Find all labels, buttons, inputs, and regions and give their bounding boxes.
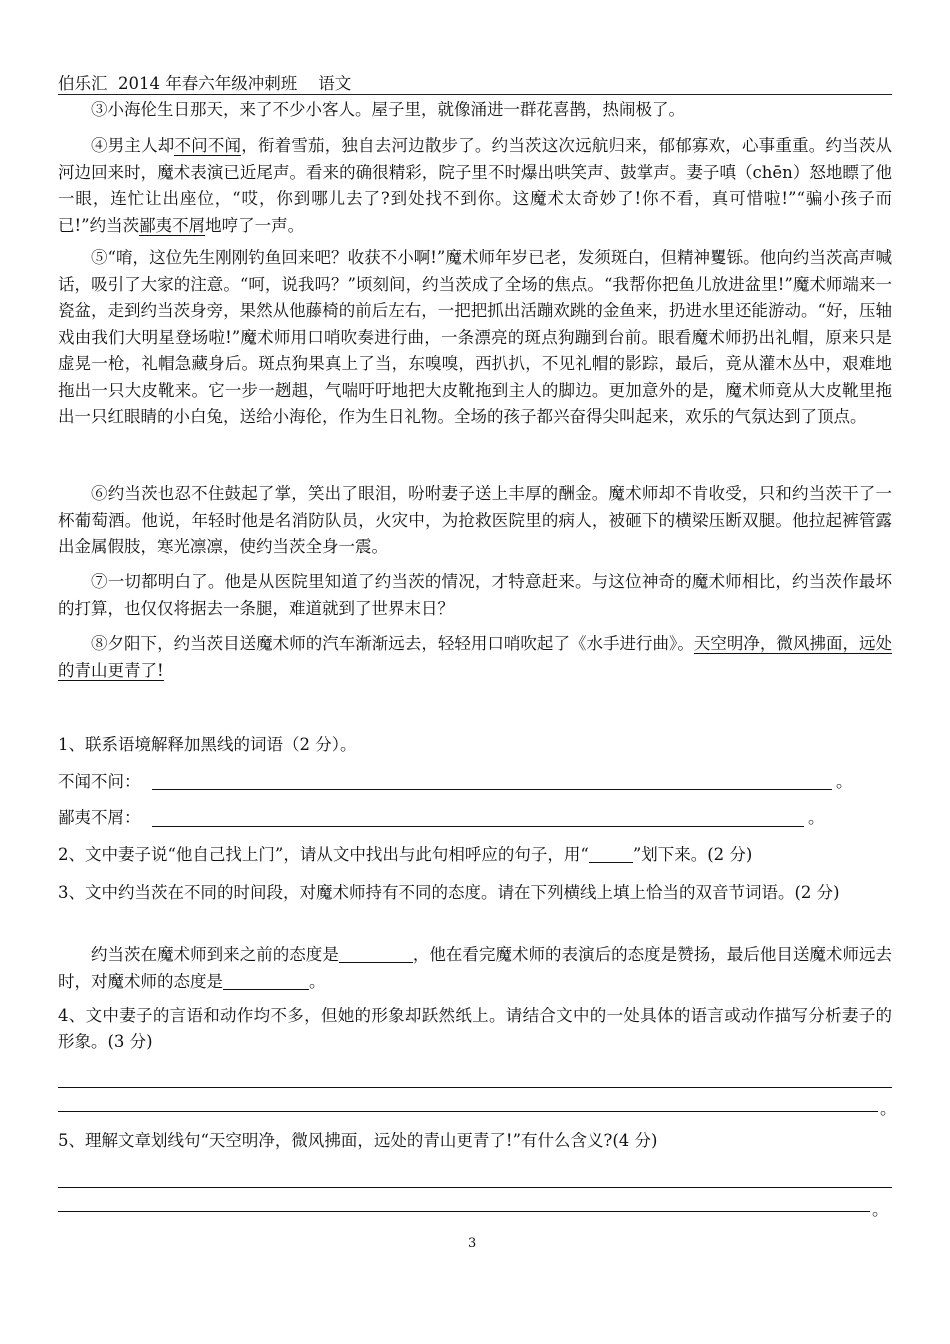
page-header: 伯乐汇 2014 年春六年级冲刺班 语文 [58,74,352,93]
answer-blank-attitude-before[interactable] [339,946,413,964]
period-1b: 。 [808,808,825,827]
answer-line-1b[interactable] [152,826,804,827]
answer-line-4b[interactable] [58,1111,878,1112]
passage-paragraph-4: ④男主人却不问不闻，衔着雪茄，独自去河边散步了。约当茨这次远航归来，郁郁寡欢，心事重重。约当茨从河边回来时，魔术表演已近尾声。看来的确很精彩，院子里不时爆出哄笑声、鼓掌声。妻子嗔（chēn）怒地瞟了他一眼，连忙让出座位，“哎，你到哪儿去了?到处找不到你。这魔术太奇妙了!你不看，真可惜啦!”“骗小孩子而已!”约当茨鄙夷不屑地哼了一声。 [58,136,893,235]
question-5: 5、理解文章划线句“天空明净，微风拂面，远处的青山更青了!”有什么含义?(4 分) [58,1131,658,1150]
passage-paragraph-6: ⑥约当茨也忍不住鼓起了掌，笑出了眼泪，吩咐妻子送上丰厚的酬金。魔术师却不肯收受，只和约当茨干了一杯葡萄酒。他说，年轻时他是名消防队员，火灾中，为抢救医院里的病人，被砸下的横梁压断双腿。他拉起裤管露出金属假肢，寒光凛凛，使约当茨全身一震。 [58,484,892,556]
answer-line-4a[interactable] [58,1087,892,1088]
question-2: 2、文中妻子说“他自己找上门”，请从文中找出与此句相呼应的句子，用“ ”划下来。(2 分) [58,845,753,864]
question-4: 4、文中妻子的言语和动作均不多，但她的形象却跃然纸上。请结合文中的一处具体的语言或动作描写分析妻子的形象。(3 分) [58,1006,892,1051]
passage-paragraph-8: ⑧夕阳下，约当茨目送魔术师的汽车渐渐远去，轻轻用口哨吹起了《水手进行曲》。天空明净，微风拂面，远处的青山更青了! [58,634,892,680]
answer-blank-attitude-after[interactable] [223,973,309,991]
answer-line-5a[interactable] [58,1187,892,1188]
answer-line-5b[interactable] [58,1211,870,1212]
period-1a: 。 [836,772,853,791]
underlined-sentence: 天空明净，微风拂面，远处的青山更青了! [58,634,892,680]
passage-paragraph-3: ③小海伦生日那天，来了不少小客人。屋子里，就像涌进一群花喜鹊，热闹极了。 [91,100,685,119]
passage-paragraph-5: ⑤“唷，这位先生刚刚钓鱼回来吧？收获不小啊!”魔术师年岁已老，发须斑白，但精神矍铄。他向约当茨高声喊话，吸引了大家的注意。“呵，说我吗？”顷刻间，约当茨成了全场的焦点。“我帮你把鱼儿放进盆里!”魔术师端来一瓷盆，走到约当茨身旁，果然从他藤椅的前后左右，一把把抓出活蹦欢跳的金鱼来，扔进水里还能游动。“好，压轴戏由我们大明星登场啦!”魔术师用口哨吹奏进行曲，一条漂亮的斑点狗蹦到台前。眼看魔术师扔出礼帽，原来只是虚晃一枪，礼帽急藏身后。斑点狗果真上了当，东嗅嗅，西扒扒，不见礼帽的影踪，最后，竟从灌木丛中，艰难地拖出一只大皮靴来。它一步一趔趄，气喘吁吁地把大皮靴拖到主人的脚边。更加意外的是，魔术师竟从大皮靴里拖出一只红眼睛的小白兔，送给小海伦，作为生日礼物。全场的孩子都兴奋得尖叫起来，欢乐的气氛达到了顶点。 [58,248,892,426]
header-divider [58,94,892,95]
period-5: 。 [872,1200,889,1219]
passage-paragraph-7: ⑦一切都明白了。他是从医院里知道了约当茨的情况，才特意赶来。与这位神奇的魔术师相比，约当茨作最坏的打算，也仅仅将据去一条腿，难道就到了世界末日？ [58,572,892,618]
underlined-term-biyibuxie: 鄙夷不屑 [139,215,206,235]
question-3-fill: 约当茨在魔术师到来之前的态度是 ，他在看完魔术师的表演后的态度是赞扬，最后他目送魔术师远去时，对魔术师的态度是 。 [58,945,893,991]
underlined-term-buwenbuwen: 不问不闻 [174,136,242,155]
answer-line-1a[interactable] [152,789,832,790]
page-number: 3 [468,1236,477,1251]
question-1b-label: 鄙夷不屑： [58,808,141,827]
question-1: 1、联系语境解释加黑线的词语（2 分）。 [58,735,357,754]
underline-sample-blank [589,846,633,864]
period-4: 。 [880,1099,897,1118]
question-3: 3、文中约当茨在不同的时间段，对魔术师持有不同的态度。请在下列横线上填上恰当的双音节词语。(2 分) [58,883,840,902]
question-1a-label: 不闻不问： [58,772,141,791]
